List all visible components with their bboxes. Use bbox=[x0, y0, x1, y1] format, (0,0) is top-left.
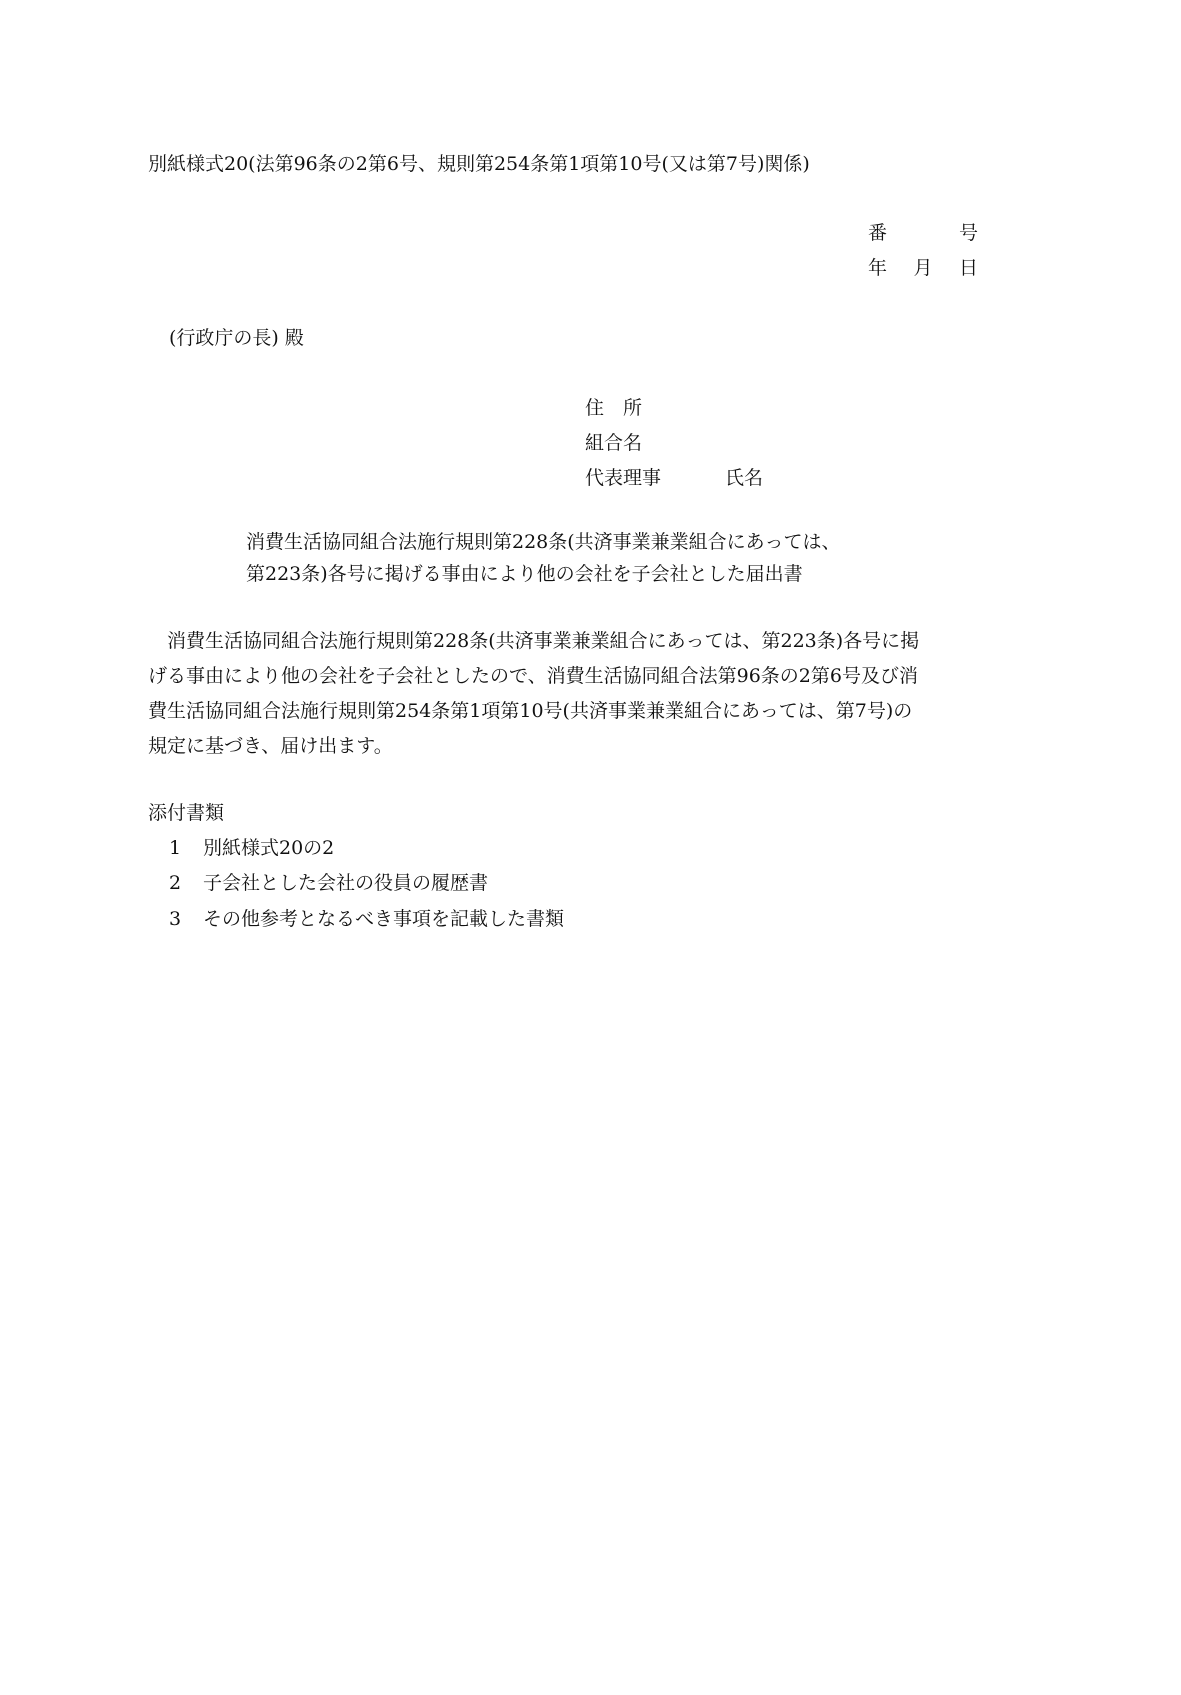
attachment-number: 2 bbox=[169, 872, 182, 894]
document-title-line-1: 消費生活協同組合法施行規則第228条(共済事業兼業組合にあっては、 bbox=[246, 531, 841, 553]
sender-org-label: 組合名 bbox=[585, 432, 643, 454]
document-date-field bbox=[868, 259, 978, 278]
body-line-3: 費生活協同組合法施行規則第254条第1項第10号(共済事業兼業組合にあっては、第7号)の bbox=[148, 700, 913, 722]
sender-address-label: 住 所 bbox=[585, 397, 643, 419]
date-month-label: 月 bbox=[913, 257, 933, 279]
form-reference-header: 別紙様式20(法第96条の2第6号、規則第254条第1項第10号(又は第7号)関係) bbox=[148, 153, 810, 175]
body-line-4: 規定に基づき、届け出ます。 bbox=[148, 735, 393, 757]
document-title-line-2: 第223条)各号に掲げる事由により他の会社を子会社とした届出書 bbox=[246, 563, 803, 585]
attachment-item bbox=[169, 839, 334, 858]
attachment-text: その他参考となるべき事項を記載した書類 bbox=[203, 908, 565, 930]
body-line-2: げる事由により他の会社を子会社としたので、消費生活協同組合法第96条の2第6号及び消 bbox=[148, 665, 918, 687]
sender-representative-row bbox=[585, 469, 763, 488]
number-label-go: 号 bbox=[958, 222, 978, 244]
date-day-label: 日 bbox=[958, 257, 978, 279]
attachment-item bbox=[169, 874, 488, 893]
number-label-ban: 番 bbox=[868, 222, 888, 244]
attachment-text: 別紙様式20の2 bbox=[203, 837, 335, 859]
attachment-number: 1 bbox=[169, 837, 182, 859]
addressee: (行政庁の長) 殿 bbox=[169, 327, 304, 349]
representative-label: 代表理事 bbox=[585, 467, 662, 489]
body-line-1: 消費生活協同組合法施行規則第228条(共済事業兼業組合にあっては、第223条)各号に掲 bbox=[148, 630, 920, 652]
attachment-item bbox=[169, 910, 564, 929]
attachment-number: 3 bbox=[169, 908, 182, 930]
name-label: 氏名 bbox=[725, 467, 764, 489]
date-year-label: 年 bbox=[868, 257, 888, 279]
document-number-field bbox=[868, 224, 978, 243]
attachment-text: 子会社とした会社の役員の履歴書 bbox=[203, 872, 489, 894]
attachments-heading: 添付書類 bbox=[148, 802, 225, 824]
